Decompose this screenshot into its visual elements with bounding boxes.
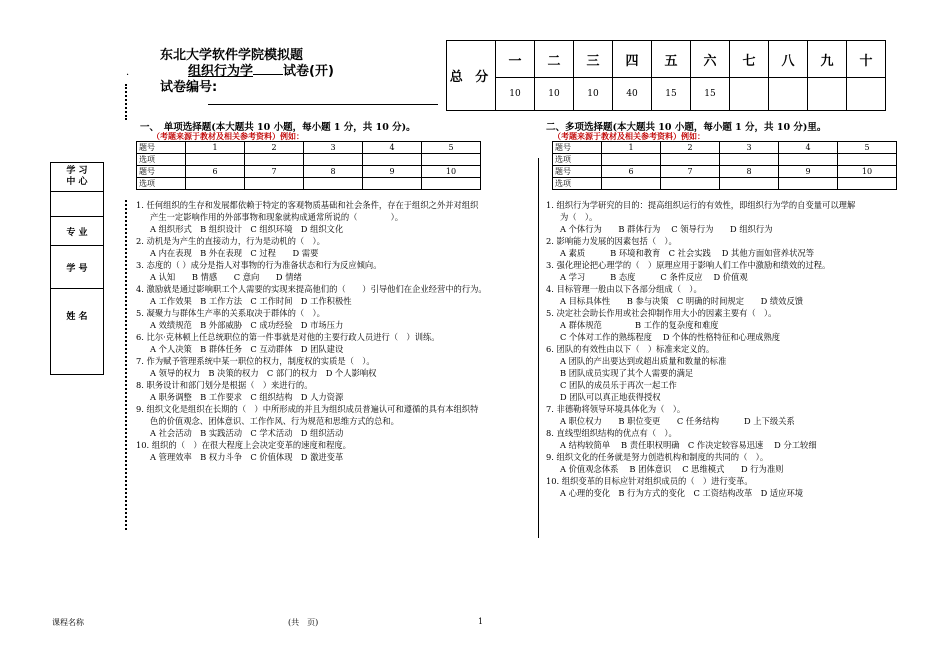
question-number-cell: 2 — [661, 142, 720, 154]
question-number-cell: 9 — [363, 166, 422, 178]
section-score-cell[interactable] — [847, 78, 886, 111]
question-stem: 6. 团队的有效性由以下（ ）标准来定义的。 — [546, 344, 715, 354]
section-number-header: 二 — [535, 41, 574, 78]
section-number-header: 四 — [613, 41, 652, 78]
question-stem: 7. 非德勒将领导环境具体化为（ ）。 — [546, 404, 686, 414]
question-options: A 结构较简单 B 责任职权明确 C 作决定较容易迅速 D 分工较细 — [560, 440, 817, 450]
grid-label: 选项 — [553, 154, 602, 166]
question-options: B 团队成员实现了其个人需要的满足 — [560, 368, 694, 378]
question-stem: 4. 激励就是通过影响职工个人需要的实现来提高他们的（ ）引导他们在企业经营中的行为。 — [136, 284, 487, 294]
question-number-cell: 3 — [720, 142, 779, 154]
question-number-cell: 9 — [779, 166, 838, 178]
question-options: A 认知 B 情感 C 意向 D 情绪 — [150, 272, 302, 282]
question-stem-continued: 色的价值观念、团体意识、工作作风、行为规范和思维方式的总和。 — [150, 416, 399, 426]
answer-cell[interactable] — [186, 154, 245, 166]
answer-cell[interactable] — [304, 178, 363, 190]
answer-cell[interactable] — [363, 154, 422, 166]
question-options: A 素质 B 环境和教育 C 社会实践 D 其他方面如营养状况等 — [560, 248, 814, 258]
question-number-cell: 6 — [602, 166, 661, 178]
question-number-cell: 6 — [186, 166, 245, 178]
question-number-cell: 3 — [304, 142, 363, 154]
question-options: A 团队的产出要达到或超出质量和数量的标准 — [560, 356, 727, 366]
question-options: A 个体行为 B 群体行为 C 领导行为 D 组织行为 — [560, 224, 773, 234]
section1-heading: 一、 单项选择题(本大题共 10 小题，每小题 1 分，共 10 分)。 — [140, 122, 416, 133]
question-options: C 团队的成员乐于再次一起工作 — [560, 380, 677, 390]
answer-cell[interactable] — [661, 178, 720, 190]
question-options: A 目标具体性 B 参与决策 C 明确的时间规定 D 绩效反馈 — [560, 296, 804, 306]
question-options: A 工作效果 B 工作方法 C 工作时间 D 工作积极性 — [150, 296, 352, 306]
question-options: A 个人决策 B 群体任务 C 互动群体 D 团队建设 — [150, 344, 344, 354]
student-info-panel — [50, 162, 104, 375]
university-title: 东北大学软件学院模拟题 — [160, 48, 304, 63]
question-stem: 10. 组织的（ ）在很大程度上会决定变革的速度和程度。 — [136, 440, 351, 450]
question-options: A 职务调整 B 工作要求 C 组织结构 D 人力资源 — [150, 392, 344, 402]
question-stem: 3. 态度的（ ）成分是指人对事物的行为准备状态和行为反应倾向。 — [136, 260, 382, 270]
grid-label: 选项 — [137, 154, 186, 166]
section-number-header: 八 — [769, 41, 808, 78]
question-stem: 8. 直线型组织结构的优点有（ ）。 — [546, 428, 677, 438]
answer-cell[interactable] — [186, 178, 245, 190]
question-stem: 4. 目标管理一般由以下各部分组成（ ）。 — [546, 284, 702, 294]
score-table — [446, 40, 886, 111]
question-stem: 6. 比尔·克林顿上任总统职位的第一件事就是对他的主要行政人员进行（ ）训练。 — [136, 332, 440, 342]
section1-answer-grid — [136, 141, 481, 190]
answer-cell[interactable] — [838, 154, 897, 166]
question-number-cell: 4 — [363, 142, 422, 154]
question-options: A 价值观念体系 B 团体意识 C 思维模式 D 行为准则 — [560, 464, 784, 474]
question-options: D 团队可以真正地获得授权 — [560, 392, 661, 402]
answer-cell[interactable] — [602, 154, 661, 166]
grid-label: 选项 — [137, 178, 186, 190]
question-number-cell: 8 — [304, 166, 363, 178]
answer-cell[interactable] — [602, 178, 661, 190]
question-number-cell: 10 — [422, 166, 481, 178]
question-stem: 8. 职务设计和部门划分是根据（ ）来进行的。 — [136, 380, 313, 390]
student-id-label: 学 号 — [51, 246, 104, 289]
answer-cell[interactable] — [779, 154, 838, 166]
question-options: C 个体对工作的熟练程度 D 个体的性格特征和心理成熟度 — [560, 332, 781, 342]
question-options: A 效绩规范 B 外部威胁 C 成功经验 D 市场压力 — [150, 320, 344, 330]
section-score-cell[interactable] — [808, 78, 847, 111]
grid-label: 题号 — [137, 166, 186, 178]
question-stem: 5. 决定社会助长作用或社会抑制作用大小的因素主要有（ ）。 — [546, 308, 777, 318]
answer-cell[interactable] — [720, 178, 779, 190]
section2-answer-grid — [552, 141, 897, 190]
footer-page-number: 1 — [478, 617, 484, 626]
answer-cell[interactable] — [363, 178, 422, 190]
question-number-cell: 7 — [661, 166, 720, 178]
question-stem: 10. 组织变革的目标应针对组织成员的（ ）进行变革。 — [546, 476, 753, 486]
grid-label: 选项 — [553, 178, 602, 190]
question-options: A 学习 B 态度 C 条件反应 D 价值观 — [560, 272, 748, 282]
section-number-header: 十 — [847, 41, 886, 78]
section-score-cell[interactable]: 10 — [496, 78, 535, 111]
column-divider — [538, 158, 539, 538]
question-options: A 社会活动 B 实践活动 C 学术活动 D 组织活动 — [150, 428, 344, 438]
question-stem: 7. 作为赋予管理系统中某一职位的权力，制度权的实质是（ ）。 — [136, 356, 375, 366]
section1-note: （考题来源于教材及相关参考资料）例如： — [152, 131, 304, 141]
question-number-cell: 2 — [245, 142, 304, 154]
section-score-cell[interactable]: 10 — [535, 78, 574, 111]
answer-cell[interactable] — [422, 178, 481, 190]
section-score-cell[interactable]: 15 — [691, 78, 730, 111]
answer-cell[interactable] — [661, 154, 720, 166]
answer-cell[interactable] — [838, 178, 897, 190]
section-score-cell[interactable] — [769, 78, 808, 111]
section-score-cell[interactable] — [730, 78, 769, 111]
section-score-cell[interactable]: 10 — [574, 78, 613, 111]
question-stem-continued: 产生一定影响作用的外部事物和现象就构成通常所说的（ ）。 — [150, 212, 404, 222]
question-number-cell: 5 — [422, 142, 481, 154]
grid-label: 题号 — [553, 142, 602, 154]
grid-label: 题号 — [137, 142, 186, 154]
question-number-cell: 4 — [779, 142, 838, 154]
binding-dots-top — [125, 84, 127, 120]
section1-questions — [136, 199, 536, 463]
question-stem: 2. 影响能力发展的因素包括（ ）。 — [546, 236, 677, 246]
question-stem: 1. 组织行为学研究的目的：提高组织运行的有效性，即组织行为学的自变量可以理解 — [546, 200, 856, 210]
question-options: A 心理的变化 B 行为方式的变化 C 工资结构改革 D 适应环境 — [560, 488, 804, 498]
question-options: A 群体规范 B 工作的复杂度和难度 — [560, 320, 719, 330]
question-stem: 9. 组织文化的任务就是努力创造机构和制度的共同的（ ）。 — [546, 452, 769, 462]
answer-cell[interactable] — [304, 154, 363, 166]
answer-cell[interactable] — [720, 154, 779, 166]
section2-questions — [546, 199, 916, 499]
binding-dots — [125, 200, 127, 530]
section-number-header: 九 — [808, 41, 847, 78]
question-stem: 1. 任何组织的生存和发展都依赖于特定的客观物质基础和社会条件，存在于组织之外并对组织 — [136, 200, 479, 210]
exam-type: 试卷(开) — [283, 64, 334, 79]
question-number-cell: 7 — [245, 166, 304, 178]
section-number-header: 三 — [574, 41, 613, 78]
section2-heading: 二、多项选择题(本大题共 10 小题，每小题 1 分，共 10 分)里。 — [546, 122, 827, 133]
section-number-header: 一 — [496, 41, 535, 78]
question-options: A 管理效率 B 权力斗争 C 价值体现 D 激进变革 — [150, 452, 344, 462]
question-options: A 职位权力 B 职位变更 C 任务结构 D 上下级关系 — [560, 416, 795, 426]
answer-cell[interactable] — [422, 154, 481, 166]
major-label: 专 业 — [51, 217, 104, 246]
answer-cell[interactable] — [779, 178, 838, 190]
exam-number-label: 试卷编号: — [160, 80, 218, 95]
course-name: 组织行为学 — [188, 64, 254, 79]
question-number-cell: 5 — [838, 142, 897, 154]
question-stem-continued: 为（ ）。 — [560, 212, 598, 222]
grid-label: 题号 — [553, 166, 602, 178]
question-number-cell: 1 — [186, 142, 245, 154]
section-number-header: 七 — [730, 41, 769, 78]
question-options: A 领导的权力 B 决策的权力 C 部门的权力 D 个人影响权 — [150, 368, 377, 378]
name-label: 姓 名 — [51, 289, 104, 375]
question-number-cell: 1 — [602, 142, 661, 154]
question-number-cell: 10 — [838, 166, 897, 178]
answer-cell[interactable] — [245, 154, 304, 166]
section-score-cell[interactable]: 40 — [613, 78, 652, 111]
study-center-field[interactable] — [51, 192, 104, 217]
question-stem: 9. 组织文化是组织在长期的（ ）中所形成的并且为组织成员普遍认可和遵循的具有本组织特 — [136, 404, 479, 414]
question-options: A 组织形式 B 组织设计 C 组织环境 D 组织文化 — [150, 224, 344, 234]
question-stem: 3. 强化理论把心理学的（ ）原理应用于影响人们工作中激励和绩效的过程。 — [546, 260, 831, 270]
question-stem: 5. 凝聚力与群体生产率的关系取决于群体的（ ）。 — [136, 308, 325, 318]
question-options: A 内在表现 B 外在表现 C 过程 D 需要 — [150, 248, 319, 258]
footer-course-label: 课程名称 — [52, 618, 84, 627]
question-stem: 2. 动机是为产生的直接动力，行为是动机的（ ）。 — [136, 236, 325, 246]
section-number-header: 五 — [652, 41, 691, 78]
study-center-label: 学 习 中 心 — [51, 163, 104, 192]
section-score-cell[interactable]: 15 — [652, 78, 691, 111]
section-number-header: 六 — [691, 41, 730, 78]
answer-cell[interactable] — [245, 178, 304, 190]
binding-mark: · — [126, 70, 130, 81]
exam-number-line — [208, 104, 438, 105]
footer-pages: (共 页) — [288, 618, 319, 627]
total-score-label: 总 分 — [447, 41, 496, 111]
section2-note: （考题来源于教材及相关参考资料）例如： — [553, 131, 705, 141]
question-number-cell: 8 — [720, 166, 779, 178]
